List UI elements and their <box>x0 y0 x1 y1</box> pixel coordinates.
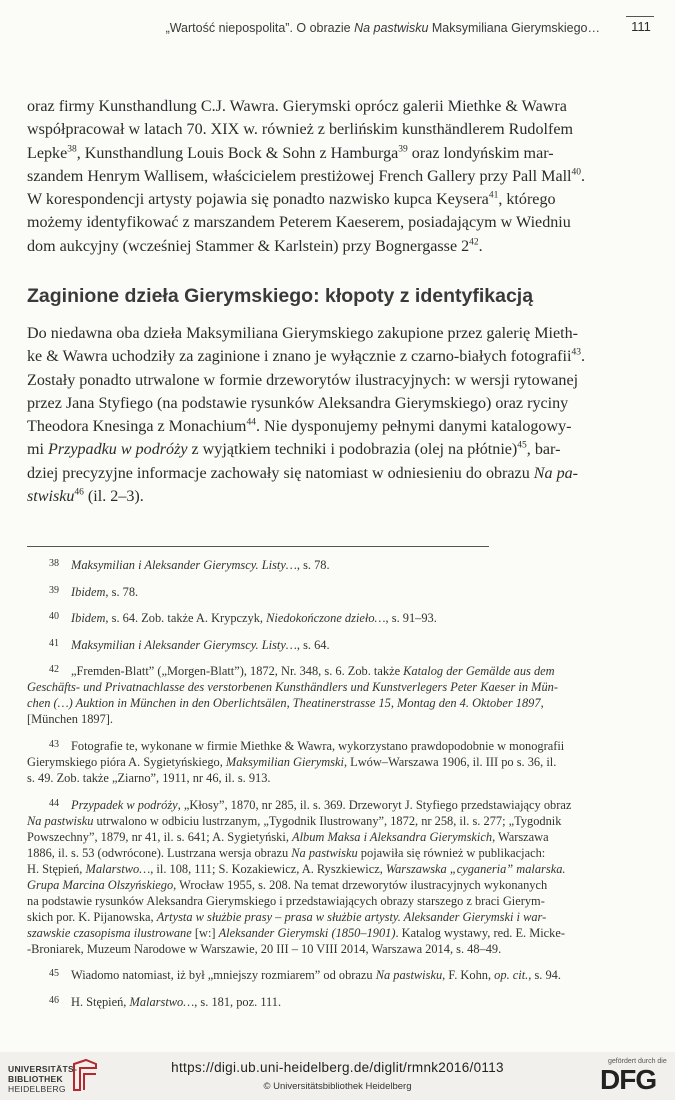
footnote-rule <box>27 546 489 547</box>
footnote-number: 39 <box>49 584 59 596</box>
footnote-number: 46 <box>49 994 59 1006</box>
text-line: Theodora Knesinga z Monachium$^{44}$. Nie dysponujemy pełnymi danymi katalogowy- <box>27 417 572 436</box>
library-logo <box>8 1064 77 1094</box>
library-name-line1: UNIVERSITÄTS- <box>8 1064 78 1074</box>
footnote-line: 44 Przypadek w podróży, „Kłosy”, 1870, nr 285, il. s. 369. Drzeworyt J. Styfiego przedstawiający obraz <box>27 796 664 813</box>
text-line: możemy identyfikować z marszandem Peterem Kaeserem, posiadającym w Wiedniu <box>27 214 571 232</box>
footnote-line: na podstawie rysunków Aleksandra Gierymskiego i przedstawiających obrazy starszego z braci Gierym- <box>27 893 545 908</box>
footnote-line: H. Stępień, Malarstwo…, il. 108, 111; S. Kozakiewicz, A. Ryszkiewicz, Warszawska „cyganeria” malarska. <box>27 861 566 876</box>
footnote-line: 40 Ibidem, s. 64. Zob. także A. Krypczyk, Niedokończone dzieło…, s. 91–93. <box>27 609 664 626</box>
footnote-line: Powszechny”, 1879, nr 41, il. s. 641; A. Sygietyński, Album Maksa i Aleksandra Gierymskich, Warszawa <box>27 829 549 844</box>
footnote-line: Na pastwisku utrwalono w odbiciu lustrzanym, „Tygodnik Ilustrowany”, 1872, nr 258, il. s. 277; „Tygodnik <box>27 813 562 828</box>
footnote-39 <box>27 583 664 600</box>
dfg-logo: DFG <box>600 1064 657 1095</box>
paragraph-1 <box>27 95 612 258</box>
text-line: ke & Wawra uchodziły za zaginione i znano je wyłącznie z czarno-białych fotografii$^{43}$. <box>27 347 585 366</box>
footnotes <box>27 556 664 1019</box>
text-line: W korespondencji artysty pojawia się ponadto nazwisko kupca Keysera$^{41}$, którego <box>27 190 556 209</box>
footnote-line: szawskie czasopisma ilustrowane [w:] Aleksander Gierymski (1850–1901). Katalog wystawy, red. E. Micke- <box>27 925 566 940</box>
text-line: przez Jana Styfiego (na podstawie rysunków Aleksandra Gierymskiego) oraz ryciny <box>27 394 569 412</box>
footnote-line: 43 Fotografie te, wykonane w firmie Miethke & Wawra, wykorzystano prawdopodobnie w monografii <box>27 737 664 754</box>
text-line: dziej precyzyjne informacje zachowały się natomiast w odniesieniu do obrazu Na pa- <box>27 464 579 482</box>
text-line: Zostały ponadto utrwalone w formie drzeworytów ilustracyjnych: w wersji rytowanej <box>27 371 579 389</box>
footnote-40 <box>27 609 664 626</box>
section-title: Zaginione dzieła Gierymskiego: kłopoty z identyfikacją <box>27 285 534 307</box>
footnote-line: 45 Wiadomo natomiast, iż był „mniejszy rozmiarem” od obrazu Na pastwisku, F. Kohn, op. cit., s. 94. <box>27 966 664 983</box>
footnote-line: Grupa Marcina Olszyńskiego, Wrocław 1955, s. 208. Na temat drzeworytów ilustracyjnych wykonanych <box>27 877 548 892</box>
footnote-42 <box>27 662 664 727</box>
footnote-line: 42 „Fremden-Blatt” („Morgen-Blatt”), 1872, Nr. 348, s. 6. Zob. także Katalog der Gemälde aus dem <box>27 662 664 679</box>
footnote-45 <box>27 966 664 983</box>
text-line: szandem Henrym Wallisem, właścicielem prestiżowej French Gallery przy Pall Mall$^{40}$. <box>27 167 586 185</box>
page-footer <box>0 1052 675 1100</box>
footnote-41 <box>27 636 664 653</box>
paragraph-2 <box>27 322 612 508</box>
text-line: stwisku$^{46}$ (il. 2–3). <box>27 487 144 506</box>
footnote-line: 39 Ibidem, s. 78. <box>27 583 664 600</box>
library-name-line2: BIBLIOTHEK <box>8 1074 63 1084</box>
footnote-line: [München 1897]. <box>27 712 114 727</box>
footnote-line: -Broniarek, Muzeum Narodowe w Warszawie, 20 III – 10 VIII 2014, Warszawa 2014, s. 48–49. <box>27 941 502 956</box>
footnote-line: chen (…) Auktion in München in den Oberlichtsälen, Theatinerstrasse 15, Montag den 4. Oktober 1897, <box>27 696 544 711</box>
text-line: mi Przypadku w podróży z wyjątkiem techniki i podobrazia (olej na płótnie)$^{45}$, bar- <box>27 441 561 459</box>
footnote-46 <box>27 993 664 1010</box>
footnote-number: 43 <box>49 738 59 750</box>
footnote-number: 45 <box>49 968 59 980</box>
footnote-43 <box>27 737 664 786</box>
dfg-funding-note: gefördert durch die <box>608 1058 667 1065</box>
footnote-number: 38 <box>49 558 59 569</box>
running-head: „Wartość niepospolita”. O obrazie Na pastwisku Maksymiliana Gierymskiego… <box>165 21 600 35</box>
footnote-line: 38 Maksymilian i Aleksander Gierymscy. Listy…, s. 78. <box>27 556 664 573</box>
text-line: Lepke$^{38}$, Kunsthandlung Louis Bock & Sohn z Hamburga$^{39}$ oraz londyńskim mar- <box>27 144 554 162</box>
footnote-line: 46 H. Stępień, Malarstwo…, s. 181, poz. 111. <box>27 993 664 1010</box>
header-rule <box>626 16 654 17</box>
footnote-line: 41 Maksymilian i Aleksander Gierymscy. Listy…, s. 64. <box>27 636 664 653</box>
library-name-line3: HEIDELBERG <box>8 1084 66 1094</box>
footnote-line: Geschäfts- und Privatnachlasse des verstorbenen Kunsthändlers und Kunstverlegers Peter Kaeser in Mün- <box>27 680 559 695</box>
text-line: oraz firmy Kunsthandlung C.J. Wawra. Gierymski oprócz galerii Miethke & Wawra <box>27 98 567 115</box>
footnote-44 <box>27 796 664 957</box>
footnote-line: s. 49. Zob. także „Ziarno”, 1911, nr 46, il. s. 913. <box>27 770 271 785</box>
footnote-line: 1886, il. s. 53 (odwrócone). Lustrzana wersja obrazu Na pastwisku pojawiła się również w publikacjach: <box>27 845 546 860</box>
text-line: Do niedawna oba dzieła Maksymiliana Gierymskiego zakupione przez galerię Mieth- <box>27 325 579 342</box>
digital-url-link[interactable]: https://digi.ub.uni-heidelberg.de/diglit/rmnk2016/0113 <box>171 1060 504 1075</box>
footnote-line: Gierymskiego pióra A. Sygietyńskiego, Maksymilian Gierymski, Lwów–Warszawa 1906, il. III po s. 36, il. <box>27 754 557 769</box>
footnote-38 <box>27 556 664 573</box>
footnote-line: skich por. K. Pijanowska, Artysta w służbie prasy – prasa w służbie artysty. Aleksander Gierymski i war- <box>27 909 547 924</box>
library-mark-icon <box>70 1058 100 1092</box>
footnote-number: 41 <box>49 637 59 649</box>
text-line: dom aukcyjny (wcześniej Stammer & Karlstein) przy Bognergasse $2^{42}$. <box>27 237 483 255</box>
footnote-number: 42 <box>49 664 59 676</box>
footnote-number: 40 <box>49 611 59 623</box>
text-line: współpracował w latach 70. XIX w. również z berlińskim kunsthändlerem Rudolfem <box>27 121 574 139</box>
page-number: 111 <box>631 19 651 34</box>
footnote-number: 44 <box>49 797 59 809</box>
copyright-notice: © Universitätsbibliothek Heidelberg <box>263 1081 412 1092</box>
